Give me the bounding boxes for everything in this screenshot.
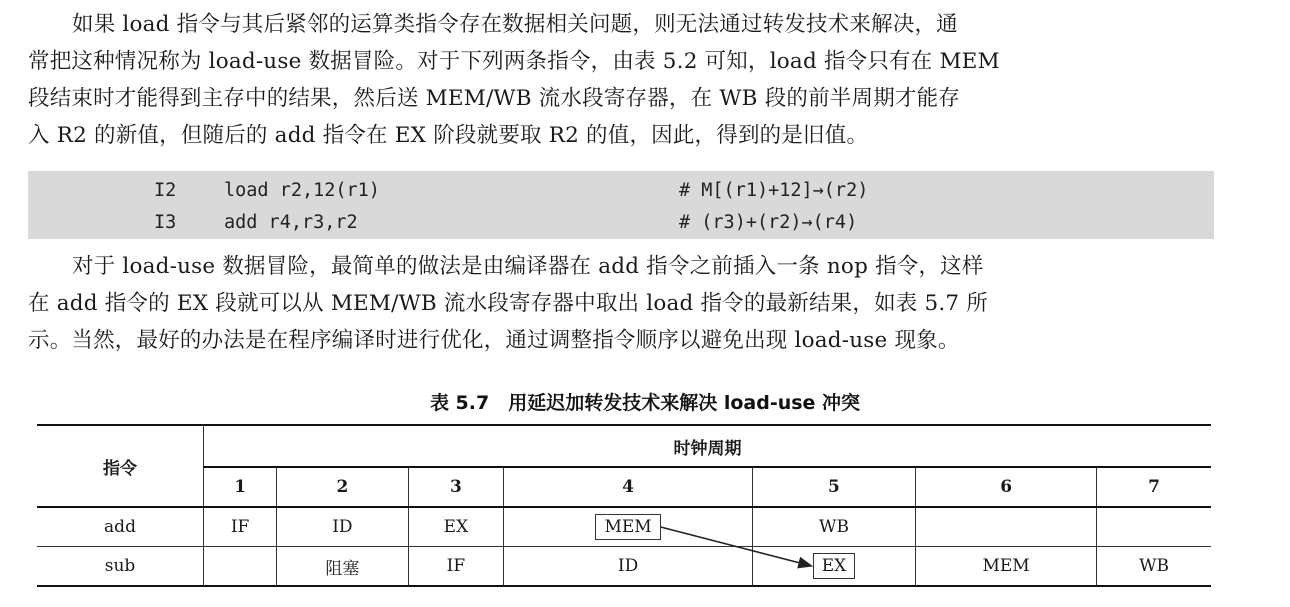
row-instruction: add: [37, 507, 204, 547]
stage-cell: MEM: [916, 547, 1097, 587]
stage-cell: WB: [752, 507, 915, 547]
table-caption: 表 5.7 用延迟加转发技术来解决 load-use 冲突: [429, 392, 861, 414]
code-comment: # M[(r1)+12]→(r2): [679, 180, 869, 201]
code-comment: # (r3)+(r2)→(r4): [679, 212, 858, 233]
paragraph-2: [28, 248, 1218, 359]
cycle-number: 1: [204, 467, 277, 507]
stage-cell: [204, 547, 277, 587]
stage-cell: IF: [408, 547, 504, 587]
paragraph-line: 在 add 指令的 EX 段就可以从 MEM/WB 流水段寄存器中取出 load 指令的最新结果，如表 5.7 所: [28, 291, 989, 316]
paragraph-line: 常把这种情况称为 load-use 数据冒险。对于下列两条指令，由表 5.2 可知，load 指令只有在 MEM: [28, 49, 1000, 74]
table-row: [37, 507, 1211, 547]
cycle-number: 6: [916, 467, 1097, 507]
clock-cycle-header: 时钟周期: [204, 425, 1212, 467]
table-header-row: [37, 425, 1211, 467]
code-label: I2: [154, 180, 177, 201]
stage-cell: EX: [408, 507, 504, 547]
cycle-number: 7: [1097, 467, 1211, 507]
paragraph-line: 如果 load 指令与其后紧邻的运算类指令存在数据相关问题，则无法通过转发技术来解决，通: [72, 12, 958, 37]
code-line: [28, 208, 1214, 238]
mem-box: MEM: [595, 514, 660, 540]
stage-cell: IF: [204, 507, 277, 547]
paragraph-line: 示。当然，最好的办法是在程序编译时进行优化，通过调整指令顺序以避免出现 load-use 现象。: [28, 328, 960, 353]
paragraph-1: [28, 6, 1218, 154]
stage-cell: [916, 507, 1097, 547]
stage-cell-boxed: [752, 547, 915, 587]
cycle-number: 4: [504, 467, 753, 507]
code-line: [28, 176, 1214, 206]
ex-box: EX: [813, 553, 856, 579]
code-label: I3: [154, 212, 177, 233]
paragraph-line: 对于 load-use 数据冒险，最简单的做法是由编译器在 add 指令之前插入一条 nop 指令，这样: [72, 254, 984, 279]
stage-cell: [1097, 507, 1211, 547]
stage-cell: 阻塞: [277, 547, 408, 587]
pipeline-table: [37, 424, 1211, 587]
stage-cell: WB: [1097, 547, 1211, 587]
cycle-number-row: [37, 467, 1211, 507]
instruction-header: 指令: [37, 425, 204, 507]
cycle-number: 3: [408, 467, 504, 507]
stage-cell: ID: [277, 507, 408, 547]
row-instruction: sub: [37, 547, 204, 587]
code-instruction: add r4,r3,r2: [224, 212, 358, 233]
paragraph-line: 段结束时才能得到主存中的结果，然后送 MEM/WB 流水段寄存器，在 WB 段的前半周期才能存: [28, 86, 961, 111]
code-block: [28, 171, 1214, 239]
paragraph-line: 入 R2 的新值，但随后的 add 指令在 EX 阶段就要取 R2 的值，因此，得到的是旧值。: [28, 123, 869, 148]
cycle-number: 5: [752, 467, 915, 507]
table-row: [37, 547, 1211, 587]
cycle-number: 2: [277, 467, 408, 507]
stage-cell: ID: [504, 547, 753, 587]
stage-cell-boxed: [504, 507, 753, 547]
code-instruction: load r2,12(r1): [224, 180, 380, 201]
